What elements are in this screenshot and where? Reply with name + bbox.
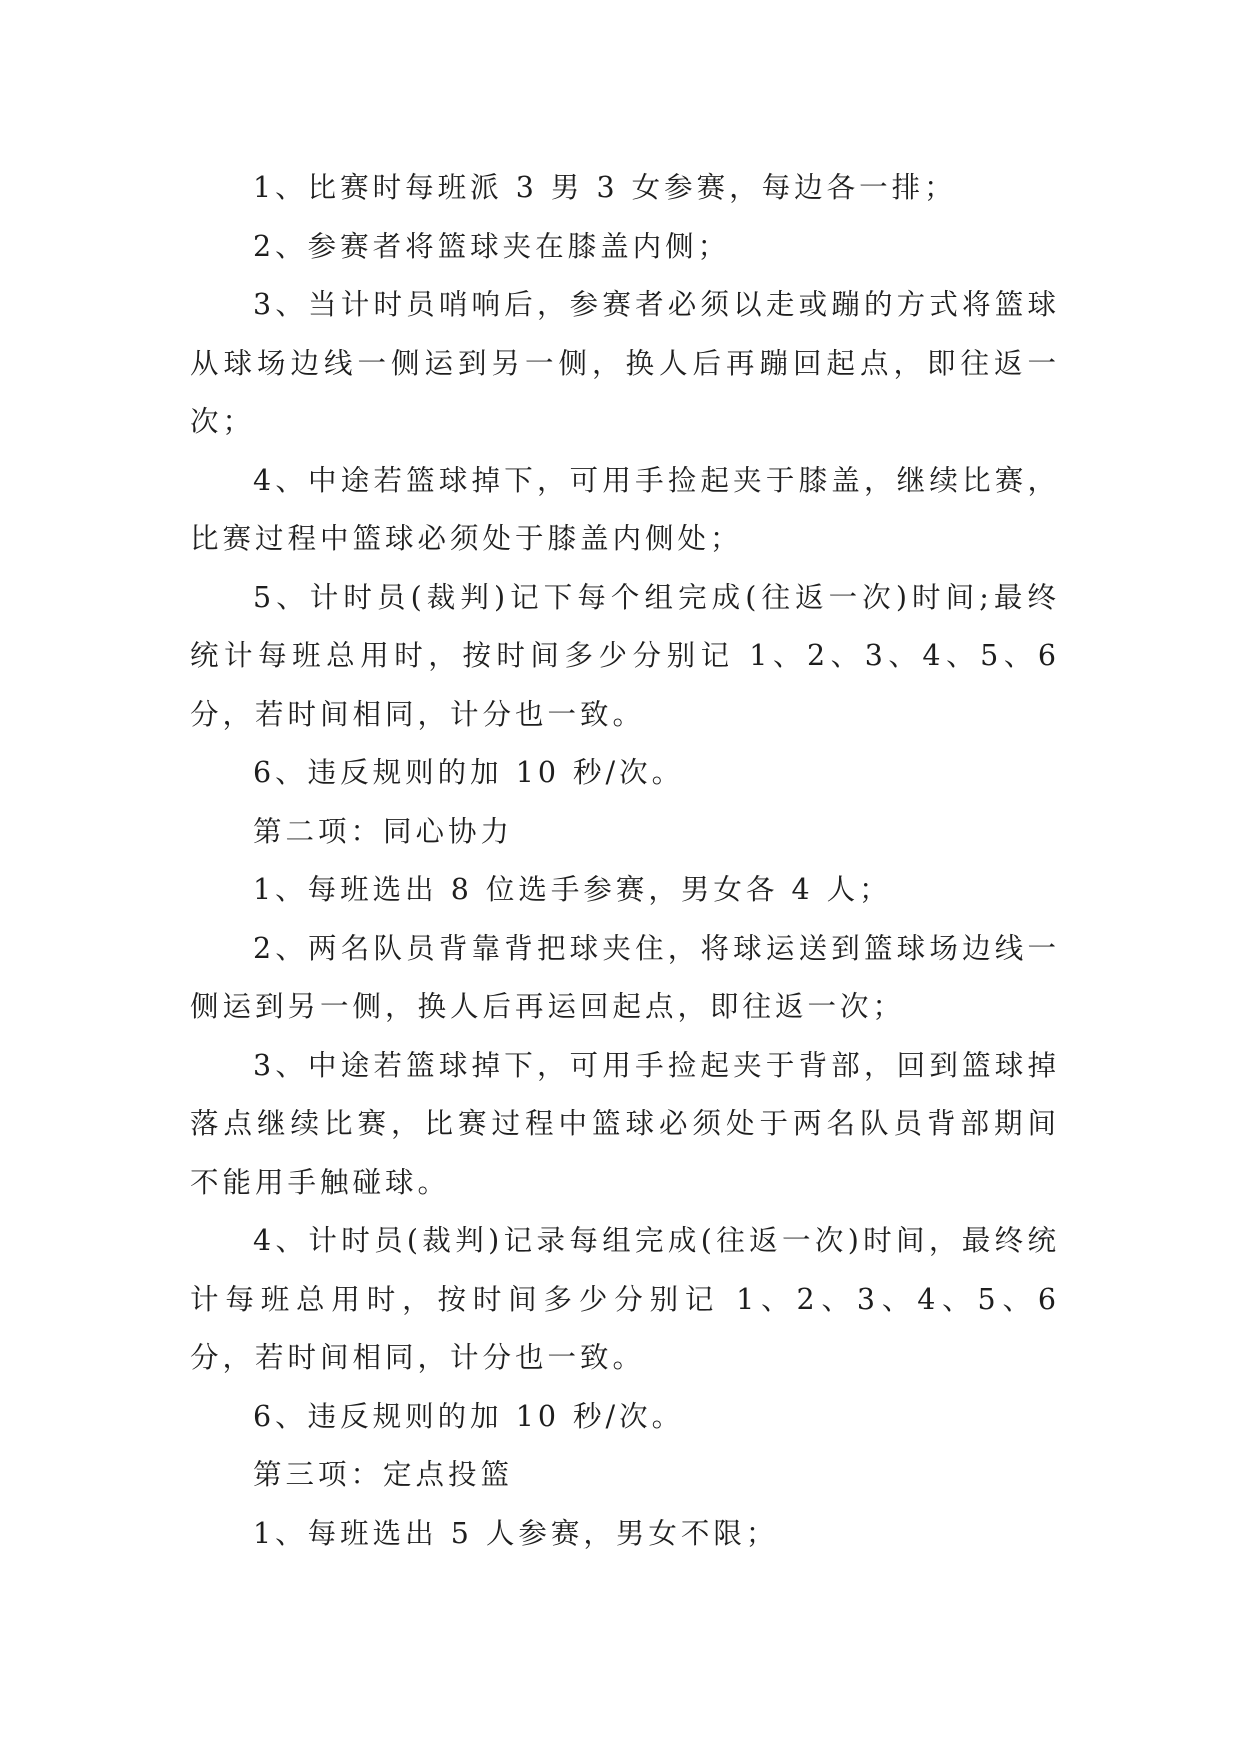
rule-paragraph: 6、违反规则的加 10 秒/次。 [253, 756, 685, 789]
rule-paragraph: 6、违反规则的加 10 秒/次。 [253, 1399, 685, 1433]
rule-paragraph: 3、中途若篮球掉下，可用手捡起夹于背部，回到篮球掉落点继续比赛，比赛过程中篮球必须处于两名队员背部期间不能用手触碰球。 [190, 1048, 1060, 1199]
rule-paragraph: 2、参赛者将篮球夹在膝盖内侧； [253, 229, 731, 263]
rule-paragraph: 1、每班选出 5 人参赛，男女不限； [253, 1516, 779, 1550]
document-body [190, 159, 1060, 1563]
rule-paragraph: 1、比赛时每班派 3 男 3 女参赛，每边各一排； [253, 171, 957, 204]
section-heading: 第三项：定点投篮 [253, 1458, 514, 1491]
rule-paragraph: 5、计时员(裁判)记下每个组完成(往返一次)时间;最终统计每班总用时，按时间多少分别记 1、2、3、4、5、6 分，若时间相同，计分也一致。 [190, 580, 1060, 731]
rule-paragraph: 4、中途若篮球掉下，可用手捡起夹于膝盖，继续比赛，比赛过程中篮球必须处于膝盖内侧处； [190, 463, 1060, 555]
rule-paragraph: 1、每班选出 8 位选手参赛，男女各 4 人； [253, 873, 892, 906]
section-heading: 第二项：同心协力 [253, 814, 514, 848]
rule-paragraph: 2、两名队员背靠背把球夹住，将球运送到篮球场边线一侧运到另一侧，换人后再运回起点，即往返一次； [190, 931, 1060, 1023]
rule-paragraph: 3、当计时员哨响后，参赛者必须以走或蹦的方式将篮球从球场边线一侧运到另一侧，换人后再蹦回起点，即往返一次； [190, 288, 1060, 438]
rule-paragraph: 4、计时员(裁判)记录每组完成(往返一次)时间，最终统计每班总用时，按时间多少分别记 1、2、3、4、5、6 分，若时间相同，计分也一致。 [190, 1224, 1060, 1374]
